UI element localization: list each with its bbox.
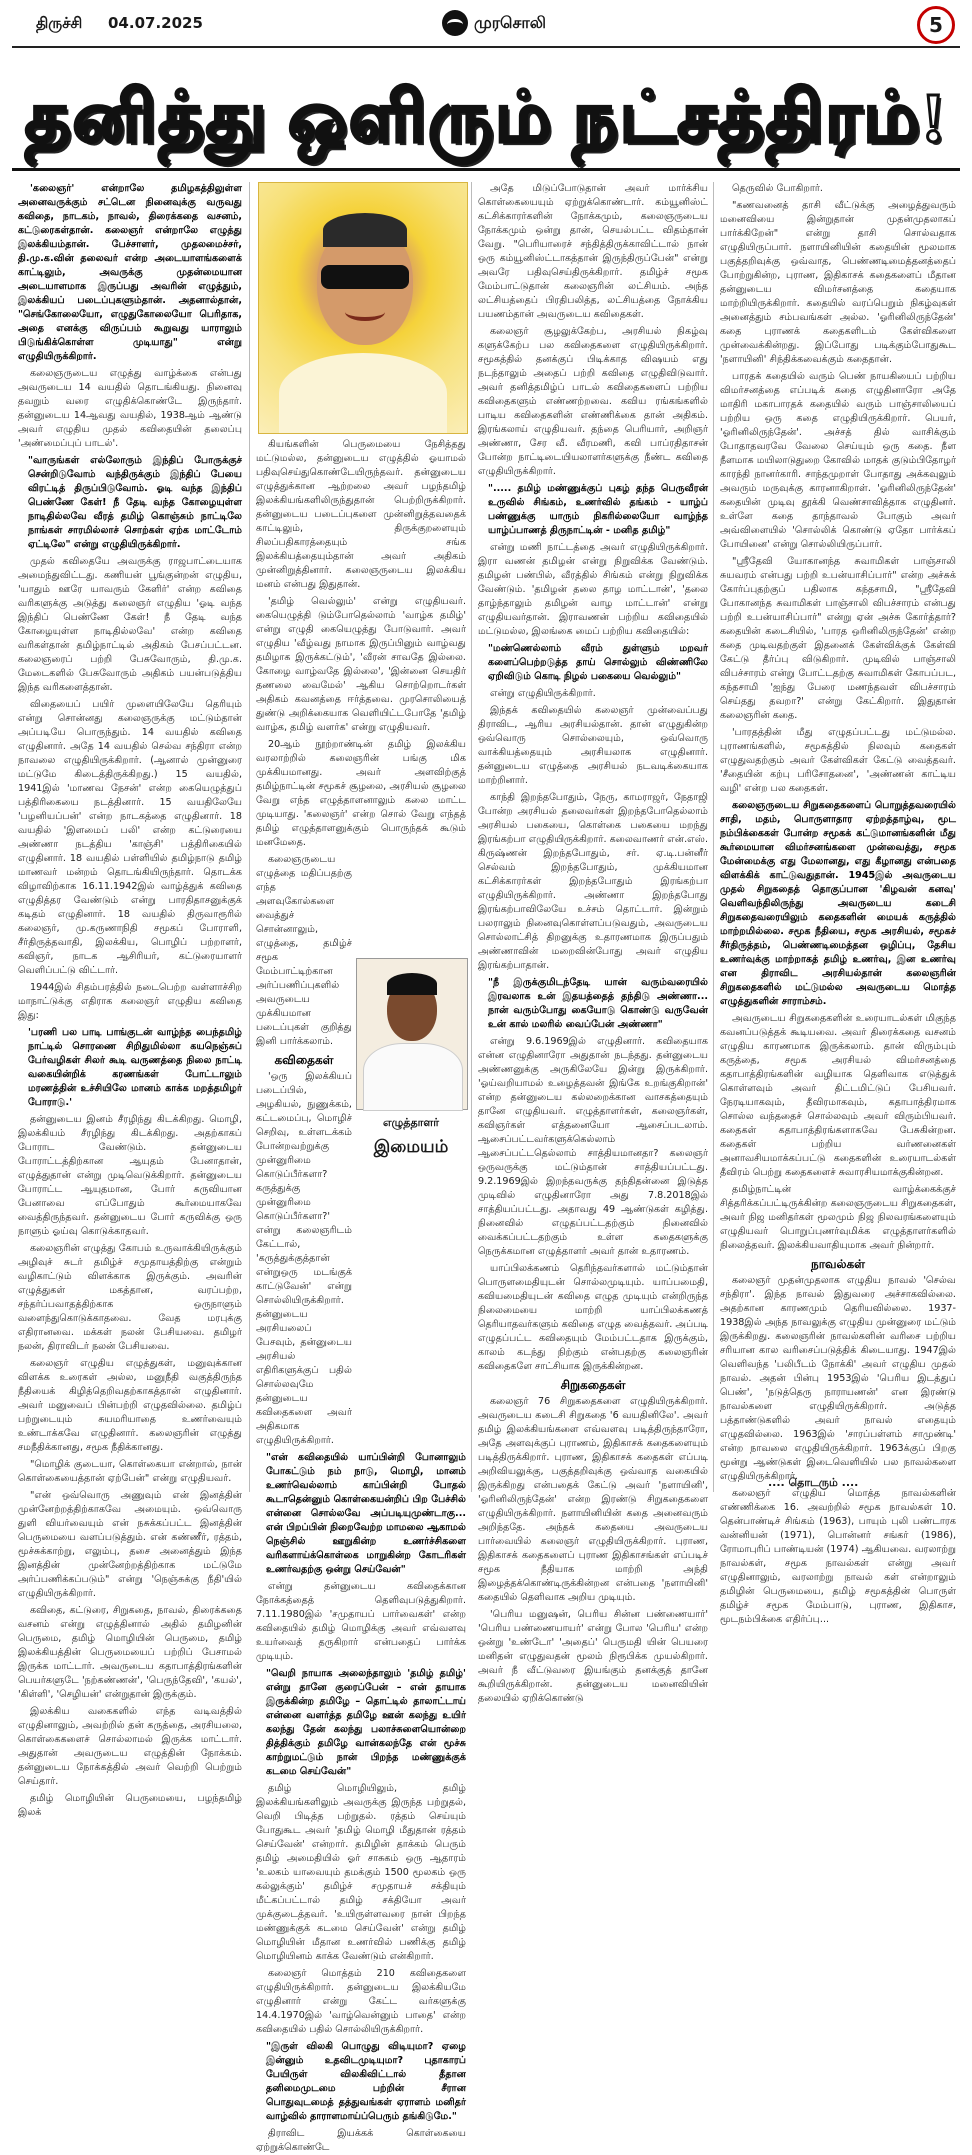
- paragraph: 'கலைஞர்' என்றாலே தமிழகத்திலுள்ள அனைவருக்கும் சட்டென நினைவுக்கு வருவது கவிதை, நாடகம், நாவல், திரைக்கதை வசனம், கட்டுரைகள்தான். கலைஞர் என்றாலே எழுத்து இலக்கியம்தான். பேச்சாளர், முதலமைச்சர், தி.மு.க.வின் தலைவர் என்ற அடையாளங்களைக் காட்டிலும், அவருக்கு முதன்மையான அடையாளமாக இருப்பது அவரின் எழுத்தும், இலக்கியப் படைப்புகளும்தான். அதனால்தான், "செங்கோலையோ, எழுதுகோலையோ பெரிதாக, அதை எனக்கு விருப்பம் கூறுவது யாராலும் பிடுங்கிக்கொள்ள முடியாது" என்று எழுதியிருக்கிறார்.: [18, 183, 242, 362]
- article-column-1: [18, 182, 242, 1818]
- paragraph: அதே மிடுப்போடுதான் அவர் மார்க்சிய கொள்கையையும் ஏற்றுக்கொண்டார். கம்யூனிஸ்ட் கட்சிக்காரர்களின் நோக்கமும், கலைஞருடைய நோக்கமும் ஒன்று தான், செயல்பட்ட விதம்தான் வேறு. "பெரியாரைச் சந்தித்திருக்காவிட்டால் நான் ஒரு கம்யூனிஸ்ட்டாகத்தான் இருந்திருப்பேன்" என்று அவரே பதிவுசெய்திருக்கிறார். தமிழ்ச் சமூக மேம்பாட்டுதான் கலைஞரின் லட்சியம். அந்த லட்சியத்தைப் பிரதிபலித்த, லட்சியத்தை நோக்கிய பயணம்தான் அவருடைய கவிதைகள்.: [478, 183, 708, 320]
- paragraph: "மொழிக் குடையா, கொள்கையா என்றால், நான் கொள்கையைத்தான் ஏற்பேன்" என்று எழுதியவர்.: [18, 1459, 242, 1484]
- paragraph: கலைஞர் முதன்முதலாக எழுதிய நாவல் 'செல்வ சந்திரா'. இந்த நாவல் இதுவரை அச்சாகவில்லை. அதற்கான காரணமும் தெரியவில்லை. 1937-1938இல் அந்த நாவலுக்கு எழுதிய முன்னுரை மட்டும் இருக்கிறது. கலைஞரின் நாவல்களின் வரிசை பற்றிய சரியான கால வரிசைப்படுத்திக் கிடையாது. 1947இல் வெளிவந்த 'பலிபீடம் நோக்கி' அவர் எழுதிய முதல் நாவல். அதன் பின்பு 1953இல் 'பெரிய இடத்துப் பெண்', 'நடுத்தெரு நாராயணன்' என இரண்டு நாவல்களை எழுதியிருக்கிறார். அடுத்த பத்தாண்டுகளில் அவர் நாவல் எதையும் எழுதவில்லை. 1963இல் 'சாரப்பள்ளம் சாமுண்டி' என்ற நாவலை எழுதியிருக்கிறார். 1963க்குப் பிறகு மூன்று ஆண்டுகள் இடைவெளியில் பல நாவல்களை எழுதியிருக்கிறார்.: [720, 1275, 956, 1482]
- paragraph: கலைஞருடைய சிறுகதைகளைப் பொறுத்தவரையில் சாதி, மதம், பொருளாதார ஏற்றத்தாழ்வு, மூட நம்பிக்கைகள் போன்ற சமூகக் கட்டுமானங்களின் மீது கூர்மையான விமர்சனங்களை முன்வைத்து, சமூக மேன்மைக்கு எது மேலானது, எது கீழானது என்பதை விளக்கிக் காட்டுவதுதான். 1945இல் அவருடைய முதல் சிறுகதைத் தொகுப்பான 'கிழவன் கனவு' வெளிவந்திலிருந்து அவருடைய கடைசி சிறுகதைவரையிலும் கதைகளின் மையக் கருத்தில் மாற்றமில்லை. சமூக நீதியை, சமூக அரசியல், சமூகச் சீர்திருத்தம், பெண்ணடிமைத்தன ஒழிப்பு, தேசிய உணர்வுக்கு மாற்றாகத் தமிழ் உணர்வு, இன உணர்வு என திராவிட அரசியல்தான் கலைஞரின் சிறுகதைகளில் மட்டுமல்ல அவருடைய மொத்த எழுத்துகளின் சாராம்சம்.: [720, 800, 956, 1007]
- paragraph: யாப்பிலக்கணம் தெரிந்தவர்களால் மட்டும்தான் பொருளமைதியுடன் சொல்லமுடியும். யாப்பமைதி, கவியமைதியுடன் கவிதை எழுத முடியும் என்றிருந்த நிலைமையை மாற்றி யாப்பிலக்கணத் தெரியாதவர்களும் கவிதை எழுத வைத்தவர். அப்படி எழுதப்பட்ட கவிதையும் மேம்பட்டதாக இருக்கும், காலம் கடந்து நிற்கும் என்பதற்கு கலைஞரின் கவிதைகளே சாட்சியாக இருக்கின்றன.: [478, 1263, 708, 1372]
- paragraph: தமிழ்நாட்டின் வாழ்க்கைக்குச் சித்தரிக்கப்பட்டிருக்கின்ற கலைஞருடைய சிறுகதைகள், அவர் நிஜ மனிதர்கள் மூலமும் நிஜ நிலவரங்களையும் எழுதியவர் பொறுப்புணர்வுமிக்க எழுத்தாளர்களில் நிலைத்தவர். இலக்கியவாதியுமாக அவர் நின்றார்.: [720, 1184, 956, 1251]
- section-heading-short-stories: சிறுகதைகள்: [560, 1378, 626, 1392]
- city: திருச்சி: [36, 14, 83, 32]
- paragraph: அவருடைய சிறுகதைகளின் உரையாடல்கள் மிகுந்த கவனப்படுத்தக் கூடியவை. அவர் திரைக்கதை வசனம் எழுதிய காரணமாக இருக்கலாம். தான் விரும்பும் கருத்தை, சமூக அரசியல் விமர்சனத்தை கதாபாத்திரங்களின் வழியாக தெளிவாக எடுத்துக் கொள்ளவும் அவர் திட்டமிட்டுப் பேசியவர். நேரடியாகவும், தீவிரமாகவும், கதாபாத்திரமாக சொல்ல வந்ததைச் சொல்லவும் அவர் விரும்பியவர். கதைகள் கதாபாத்திரங்களாகவே பேசுகின்றன. கதைகள் பற்றிய வர்ணனைகள் அனாவசியமாக்கப்பட்டு கதைகளின் உரையாடல்கள் தீவிரம் பெற்று கதைகளைச் சுவாரசியமாக்குகின்றன.: [720, 1013, 956, 1178]
- verse: "..... தமிழ் மண்ணுக்குப் புகழ் தந்த பெருவீரன் உருவில் சிங்கம், உணர்வில் தங்கம் - யாழ்ப் பண்ணுக்கு யாரும் நிகரில்லையோ வாழ்ந்த யாழ்ப்பாணத் திருநாட்டின் - மனித தமிழ்": [488, 483, 708, 536]
- article-column-4: [720, 182, 956, 1625]
- paragraph: என்று தன்னுடைய கவிதைக்கான நோக்கத்தைத் தெளிவுபடுத்துகிறார். 7.11.1980இல் 'சமுதாயப் பார்வைகள்' என்ற கவிதையில் தமிழ் மொழிக்கு அவர் எவ்வளவு உயர்வைத் தருகிறார் என்பதைப் பார்க்க முடியும்.: [256, 1581, 466, 1662]
- paragraph: கலைஞருடைய எழுத்து வாழ்க்கை என்பது அவருடைய 14 வயதில் தொடங்கியது. நினைவு தவறும் வரை எழுதிக்கொண்டே இருந்தார். தன்னுடைய 14ஆவது வயதில், 1938ஆம் ஆண்டு அவர் எழுதிய முதல் கவிதையின் தலைப்பு 'அண்மைப்புப் பாடல்'.: [18, 368, 242, 449]
- paragraph: தெருவில் போகிறார்.: [732, 183, 823, 194]
- paragraph: இந்தக் கவிதையில் கலைஞர் முன்வைப்பது திராவிட, ஆரிய அரசியல்தான். தான் எழுதுகின்ற ஒவ்வொரு சொல்லையும், ஒவ்வொரு வாக்கியத்தையும் அரசியலாக எழுதினார். தன்னுடைய எழுத்தை அரசியல் நடவடிக்கையாக மாற்றினார்.: [478, 705, 708, 786]
- paragraph: முதல் கவிதையே அவருக்கு ராஜபாட்டையாக அமைந்துவிட்டது. கணியன் பூங்குன்றன் எழுதிய, 'யாதும் ஊரே யாவரும் கேளிர்' என்ற கவிதை வரிகளுக்கு அடுத்து கலைஞர் எழுதிய 'ஓடி வந்த இந்திப் பெண்ணே கேள்! நீ தேடி வந்த கோழையுள்ள நாடிதில்லவே' என்ற கவிதை வரிகள்தான் தமிழ்நாட்டில் அதிகம் பேசப்பட்டன. கலைஞரைப் பற்றி பேசுவோரும், தி.மு.க. மேடைகளில் பேசுவோரும் அதிகம் பயன்படுத்திய இந்த வரிகளைத்தான்.: [18, 556, 242, 693]
- author-hair: [387, 973, 437, 995]
- issue-date: 04.07.2025: [108, 14, 203, 32]
- article-column-3: [478, 182, 708, 1704]
- author-caption: [356, 1108, 466, 1172]
- paragraph: கலைஞர் மொத்தம் 210 கவிதைகளை எழுதியிருக்கிறார். தன்னுடைய இலக்கியமே எழுதினார் என்று கேட்ட வர்களுக்கு 14.4.1970இல் 'வாழ்வென்னும் பாதை' என்ற கவிதையில் பதில் சொல்லியிருக்கிறார்.: [256, 1968, 466, 2035]
- paragraph: "என் ஒவ்வொரு அணுவும் என் இனத்தின் முன்னேற்றத்திற்காகவே அமையும். ஒவ்வொரு துளி வியர்வையும் என் நசுக்கப்பட்ட இனத்தின் பெருமையை வளப்படுத்தும். என் கண்ணீர், ரத்தம், மூச்சுக்காற்று, எலும்பு, தசை அனைத்தும் இந்த இனத்தின் முன்னேற்றத்திற்காக மட்டுமே அர்ப்பணிக்கப்படும்" என்று 'நெஞ்சுக்கு நீதி'யில் எழுதியிருக்கிறார்.: [18, 1490, 242, 1599]
- paragraph: "கணவனைத் தாசி வீட்டுக்கு அழைத்துவரும் மனைவியை இன்றுதான் முதன்முதலாகப் பார்க்கிறேன்" என்று தாசி சொல்வதாக எழுதியிருப்பார். நளாயினியின் கதையின் மூலமாக பகுத்தறிவுக்கு ஒவ்வாத, பெண்ணடிமைத்தனத்தைப் போற்றுகின்ற, புராண, இதிகாசக் கதைகளைப் மீதான தன்னுடைய விமர்சனத்தை கதையாக மாற்றியிருக்கிறார். கதையில் வரப்பெறும் நிகழ்வுகள் அனைத்தும் சம்பவங்கள் அல்ல. 'ஓரினிலிருந்தேன்' கதை புராணக் கதைகளிடம் கேள்விகளை முன்வைக்கின்றது. இப்போது படிக்கும்போதுகூட 'நளாயினி' சிந்திக்கவைக்கும் கதைதான்.: [720, 200, 956, 365]
- paragraph: "ஸ்ரீதேவி யோகானந்த சுவாமிகள் பாஞ்சாலி சுயவரம் என்பது பற்றி உபன்யாசிப்பார்" என்ற அச்சுக் கோர்ப்புதற்குப் பதிலாக கந்தசாமி, "ஸ்ரீதேவி போகானந்த சுவாமிகள் பாஞ்சாலி விபச்சாரம் என்பது பற்றி உபன்யாசிப்பார்" என்று ஏன் அச்சு கோர்த்தார்? கதையின் கடைசியில், 'பாரத ஒரினிலிருந்தேன்' என்ற கதை முடிவதற்குள் இதனைக் கேள்விக்குக் கேள்வி கேட்டு தீர்ப்பு விடுகிறார். முடிவில் பாஞ்சாலி விபச்சாரம் என்று போட்டதற்கு சுவாமிகள் கோபப்பட, கந்தசாமி 'ஐந்து பேரை மணந்தவள் விபச்சாரம் செய்தது தவறா?' என்று கேட்கிறார். இதுதான் கலைஞரின் கதை.: [720, 556, 956, 721]
- column-divider: [249, 182, 250, 1492]
- paragraph: தன்னுடைய இனம் சீரழிந்து கிடக்கிறது. மொழி, இலக்கியம் சீரழிந்து கிடக்கிறது. அதற்காகப் போராட வேண்டும். தன்னுடைய போராட்டத்திற்கான ஆயுதம் பேனாதான், எழுத்துதான் என்று முடிவெடுக்கிறார். தன்னுடைய போராட்ட ஆயுதமான, போர் கருவியான பேனாவை எப்போதும் கூர்மையாகவே வைத்திருந்தவர். தன்னுடைய போர் கருவிக்கு ஒரு நாளும் ஓய்வு கொடுக்காதவர்.: [18, 1114, 242, 1237]
- verse: "என் கவிதையில் யாப்பின்றி போனாலும் போகட்டும் நம் நாடு, மொழி, மானம் உணர்வெல்லாம் காப்பின்றி போதல் கூடாதென்னும் கொள்கையன்றிப் பிற பேச்சில் என்னை சொல்லவே அப்படியுமுண்டாகு... என் பிறப்பின் நிறைவேற்ற மாமலை ஆகாமல் நெஞ்சில் ஊறுகின்ற உணர்ச்சிகளை வரிகளாய்க்கொள்கை மாறுகின்ற கோடரிகள் உணர்வதற்கு ஒன்று செய்வேன்": [266, 1452, 466, 1575]
- author-shirt: [363, 1043, 463, 1111]
- verse: 'பரணி பல பாடி பாங்குடன் வாழ்ந்த பைந்தமிழ் நாட்டில் சொரணை சிறிதுமில்லா கயநெஞ்சுப் பேர்வழிகள் சிலர் கூடி வருணத்தை நிலை நாட்டி வகையின்றிக் கரணங்கள் போட்டாலும் மரணத்தின் உச்சியிலே மானம் காக்க மறத்தமிழர் போராடு.': [28, 1027, 242, 1108]
- verse: "இருள் விலகி பொழுது விடியுமா? ஏழை இன்னும் உதவிடமுடியுமா? புதாகாரப் பேயிருள் விலகிவிட்டால் தீதான தனிமைமுடமை பற்றின் சீரான பொதுவுடமைத் தத்துவங்கள் ஏராளம் மனிதர் வாழ்வில் தாராளமாய்ப்பெரும் தங்கிடுமே.": [266, 2041, 466, 2122]
- portrait-hair: [323, 213, 407, 247]
- paragraph: கலைஞர் சூழலுக்கேற்ப, அரசியல் நிகழ்வு களுக்கேற்ப பல கவிதைகளை எழுதியிருக்கிறார். சமூகத்தில் தனக்குப் பிடிக்காத விஷயம் எது நடந்தாலும் அதைப் பற்றி கவிதை எழுதிவிடுவார். அவர் தனித்தமிழ்ப் பாடல் கவிதைகளைப் பற்றிய கவிதைகளும் எண்ணற்றவை. கவிய ரங்கங்களில் பாடிய கவிதைகளின் எண்ணிக்கை தான் அதிகம். இரங்கலாய் எழுதியவர். தந்தை பெரியார், அறிஞர் அண்ணா, சேர வீ. வீரமணி, கவி பாப்ரதிதாசன் போன்ற நாட்டிடையியலாளர்களுக்கு நீண்ட கவிதை எழுதியிருக்கிறார்.: [478, 326, 708, 477]
- rising-sun-logo-icon: [442, 10, 468, 36]
- paragraph: 'பெரிய மனுஷன், பெரிய சின்ன பண்ணையார்' 'பெரிய பண்ணையாயர்' என்று போல 'பெரிய' என்ற ஒன்று 'உண்டோ' 'அதைப்' பெருமதி யின் பெயரை மனிதன் எழுதுவதன் மூலம் நிரூபிக்க முயல்கிறார். அவர் நீ வீட்டுவரை இயங்கும் தனக்குத் தானே கூறியிருக்கிறான். தன்னுடைய மனைவியின் தலையில் ஏறிக்கொண்டு: [478, 1609, 708, 1704]
- author-photo: [356, 958, 468, 1110]
- verse: "வெறி நாயாக அலைந்தாலும் 'தமிழ் தமிழ்' என்று தானே குரைப்பேன் – என் தாயாக இருக்கின்ற தமிழே – தொட்டில் தாலாட்டாய் என்னை வளர்த்த தமிழே ஊன் கலந்து உயிர் கலந்து தேன் கலந்து பலாச்சுளையொன்றை தித்திக்கும் தமிழே வான்கலந்தே என் மூச்சு காற்றுமட்டும் நான் பிறந்த மண்ணுக்குக் கடமை செய்வேன்": [266, 1668, 466, 1777]
- portrait-shirt: [279, 353, 447, 433]
- kalaignar-portrait-photo: [258, 182, 468, 434]
- newspaper-name: முரசொலி: [474, 13, 546, 32]
- verse: "மண்ணெல்லாம் வீரம் துள்ளும் மறவர் களைப்பெற்றடுத்த தாய் சொல்லும் விண்ணிலே ஏறிவிடும் கொடி நிழல் பகையை வெல்லும்": [488, 643, 708, 682]
- paragraph: விதையைப் பயிர் முளையிலேயே தெரியும் என்று சொன்னது கலைஞருக்கு மட்டும்தான் அப்படியே பொருந்தும். 14 வயதில் கவிதை எழுதினார். அதே 14 வயதில் செல்வ சந்திரா என்ற நாவலை எழுதியிருக்கிறார். (ஆனால் முன்னுரை மட்டுமே கிடைத்திருக்கிறது.) 15 வயதில், 1941இல் 'மாணவ நேசன்' என்ற கையெழுத்துப் பத்திரிகையை நடத்தினார். 15 வயதிலேயே 'பழனியப்பன்' என்ற நாடகத்தை எழுதினார். 18 வயதில் 'இளமைப் பலி' என்ற கட்டுரையை அண்ணா நடத்திய 'காஞ்சி' பத்திரிகையில் எழுதினார். 18 வயதில் பள்ளியில் தமிழ்நாடு தமிழ் மாணவர் மன்றம் தொடங்கியிருந்தார். தொடக்க விழாவிற்காக 16.11.1942இல் வாழ்த்துக் கவிதை எழுதித்தர வேண்டும் என்று பாரதிதாசனுக்குக் கடிதம் எழுதினார். 18 வயதில் திருவாரூரில் கலைஞர், மு.கருணாநிதி சமூகப் போராளி, சீர்திருத்தவாதி, இலக்கிய, பொழிப் பற்றாளர், கவிஞர், நாடக ஆசிரியர், கட்டுரையாளர் வெளிப்பட்டு விட்டார்.: [18, 699, 242, 976]
- paragraph: 'ஒரு இலக்கியப் படைப்பில், அழகியல், நுணுக்கம், கட்டமைப்பு, மொழிச் செறிவு, உள்ளடக்கம் போன்றவற்றுக்கு முன்னுரிமை கொடுப்பீர்களா? கருத்துக்கு முன்னுரிமை கொடுப்பீர்களா?' என்று கலைஞரிடம் கேட்டால், 'கருத்துக்குத்தான் என்றுஒரு மடங்குக் காட்டுவேன்' என்று சொல்லியிருக்கிறார். தன்னுடைய அரசியலைப் பேசவும், தன்னுடைய அரசியல் எதிரிகளுக்குப் பதில் சொல்லவுமே தன்னுடைய கவிதைகளை அவர் அதிகமாக எழுதியிருக்கிறார்.: [256, 1071, 352, 1446]
- paragraph: என்று 9.6.1969இல் எழுதினார். கவிதையாக என்ன எழுதினாரோ அதுதான் நடந்தது. தன்னுடைய அண்ணனுக்கு அருகிலேயே இன்று இருக்கிறார். 'ஓய்வறியாமல் உழைத்தவன் இங்கே உறங்குகிறான்' என்ற தன்னுடைய கல்லறைக்கான வாசகத்தையும் தானே எழுதியவர். எழுத்தாளர்கள், கலைஞர்கள், கவிஞர்கள் எத்தனையோ ஆசைப்படலாம். ஆசைப்பட்டவர்களுக்கெல்லாம் ஆசைப்பட்டதெல்லாம் சாத்தியமானதா? கலைஞர் ஒருவருக்கு மட்டும்தான் சாத்தியப்பட்டது. 9.2.1969இல் இறந்தவருக்கு தந்திதன்னை இடுத்த முடிவில் எழுதினாரோ அது 7.8.2018இல் சாத்தியப்பட்டது. அதாவது 49 ஆண்டுகள் கழித்து. நினைவில் எழுதப்பட்டதற்கும் நினைவில் வைக்கப்பட்டதற்கும் உள்ள கதைகளுக்கு நெருக்கமான எழுத்தாளர் அவர் தான் உதாரணம்.: [478, 1036, 708, 1257]
- paragraph: என்று எழுதியிருக்கிறார்.: [490, 688, 596, 699]
- continued-marker: .... தொடரும் ....: [768, 1476, 859, 1489]
- paragraph: பாரதக் கதையில் வரும் பெண் நாயகியைப் பற்றிய விமர்சனத்தை எப்படிக் கதை எழுதினாரோ அதே மாதிரி மகாபாரதக் கதையில் வரும் பாஞ்சாலியைப் பற்றிய ஒரு கதை எழுதியிருக்கிறார். பெயர், 'ஓரினிலிருந்தேன்'. அச்சத் தில் வாசிக்கும் போதாதவரவே வேலை செய்யும் ஒரு கதை. நீள நீளமாக மயிலாடுதுறை கோவில் மாதக் குடும்பிதோழர் காரந்தி நானர்காரி. சாந்தமுறாள் போதாது அக்கவுலும் அவரும் மருவுக்கு காரனாகிறாள். 'ஓரினிலிருந்தேன்' கதையின் முடிவு தூக்கி வெண்சாவித்தாக எழுதினர். உள்ளே கதை தாந்தாவல் போகும் அவர் அவ்விளையில் 'சொல்லிக் கொண்டு ஏதோ பார்க்கப் போயினை' என்று சொல்லியிருப்பார்.: [720, 371, 956, 550]
- paragraph: 1944இல் சிதம்பரத்தில் நடைபெற்ற வள்ளாச்சிற மாநாட்டுக்கு எதிராக கலைஞர் எழுதிய கவிதை இது:: [18, 982, 242, 1021]
- masthead-divider: [12, 46, 960, 48]
- paragraph: கலைஞருடைய எழுத்தை மதிப்பதற்கு எந்த அளவுகோல்களை வைத்துச் சொன்னாலும், எழுத்தை, தமிழ்ச் சமூக மேம்பாட்டிற்கான அர்ப்பணிப்புகளில் அவருடைய முக்கியமான படைப்புகள் குறித்து இனி பார்க்கலாம்.: [256, 854, 352, 1047]
- paragraph: திராவிட இயக்கக் கொள்கையை ஏற்றுக்கொண்டே: [256, 2128, 466, 2153]
- paragraph: 'தமிழ் வெல்லும்' என்று எழுதியவர். கையெழுத்தி டும்போதெல்லாம் 'வாழ்க தமிழ்' என்று எழுதி கையெழுத்து போடுவார். அவர் எழுதிய 'வீழ்வது நாமாக இருப்பினும் வாழ்வது தமிழாக இருக்கட்டும்', 'வீரன் சாவதே இல்லை. கோழை வாழ்வதே இல்லை', 'இன்னை செயதிர் தணலை வைமேல்' ஆகிய சொற்றொடர்கள் அதிகம் கவனத்தை ஈர்த்தவை. முரசொலியைத் துண்டு அறிக்கையாக வெளியிட்டபோதே 'தமிழ் வாழ்க, தமிழ் வளர்க' என்று எழுதியவர்.: [256, 596, 466, 733]
- paragraph: கவிதை, கட்டுரை, சிறுகதை, நாவல், திரைக்கதை வசனம் என்று எழுத்தினால் அதில் தமிழனின் பெருமை, தமிழ் மொழியின் பெருமை, தமிழ் இலக்கியத்தின் பெருமையைப் பற்றிப் பேசாமல் இருக்க மாட்டார். அவருடைய கதாபாத்திரங்களின் பெயர்களுடே 'நற்கண்ணன்', 'பெருந்தேவி', 'கயல்', 'கிள்ளி', 'செழியன்' என்றுதான் இருக்கும்.: [18, 1605, 242, 1700]
- paragraph: கியங்களின் பெருமையை நேசித்தது மட்டுமல்ல, தன்னுடைய எழுத்தில் ஓயாமல் பதிவுசெய்துகொண்டேயிருந்தவர். தன்னுடைய எழுத்துக்கான ஆற்றலை அவர் பழந்தமிழ் இலக்கியங்களிலிருந்துதான் பெற்றிருக்கிறார். தன்னுடைய படைப்புகளை முன்னிறுத்தவதைக் காட்டிலும், திருக்குறளையும் சிலப்பதிகாரத்தையும் சங்க இலக்கியத்தையும்தான் அவர் அதிகம் முன்னிறுத்தினார். கலைஞருடைய இலக்கிய மனம் என்பது இதுதான்.: [256, 439, 466, 590]
- verse: "நீ இருக்குமிடந்தேடி யான் வரும்வரையில் இரவலாக உன் இதயத்தைத் தந்திடு அண்ணா... நான் வரும்போது கையோடு கொண்டு வருவேன் உன் கால் மலரில் வைப்பேன் அண்ணா": [488, 977, 708, 1030]
- paragraph: கலைஞரின் எழுத்து கோபம் உருவாக்கியிருக்கும் அழிவுச் சுடர் தமிழ்ச் சமுதாயத்திற்கு என்றும் வழிகாட்டும் விளக்காக இருக்கும். அவரின் எழுத்துகள் மகத்தான, வரப்பற்ற, சந்தர்ப்பவாதத்திற்காக ஒருநாளும் வளைந்துகொடுக்காதவை. வேத மரபுக்கு எதிரானவை. மக்கள் நலன் பேசியவை. தமிழர் நலன், திராவிடர் நலன் பேசியவை.: [18, 1243, 242, 1352]
- paragraph: 20ஆம் நூற்றாண்டின் தமிழ் இலக்கிய வரலாற்றில் கலைஞரின் பங்கு மிக முக்கியமானது. அவர் அளவிற்குத் தமிழ்நாட்டின் சமூகச் சூழலை, அரசியல் சூழலை வேறு எந்த எழுத்தாளனாலும் கலை மாட்ட முடியாது. 'கலைஞர்' என்ற சொல் வேறு எந்தத் தமிழ் எழுத்தாளனுக்கும் பொருந்தக் கூடும் மனமேதை.: [256, 739, 466, 848]
- paragraph: இலக்கிய வகைகளில் எந்த வடிவத்தில் எழுதினாலும், அவற்றில் தன் கருத்தை, அரசியலை, கொள்கைகளைச் சொல்லாமல் இருக்க மாட்டார். அதுதான் அவருடைய எழுத்தின் நோக்கம். தன்னுடைய நோக்கத்தில் அவர் வெற்றி பெற்றும் செய்தார்.: [18, 1706, 242, 1787]
- column-divider: [471, 182, 472, 1492]
- paragraph: காந்தி இறந்தபோதும், நேரு, காமராஜர், நேதாஜி போன்ற அரசியல் தலைவர்கள் இறந்தபோதெல்லாம் அரசியல் பகையை, கொள்கை பகையை மறந்து இரங்கற்பா எழுதியிருக்கிறார். கலைவாணர் என்.எஸ். கிருஷ்ணன் இறந்தபோதும், சர். ஏ.டி.பன்னீர் செல்வம் இறந்தபோதும், முக்கியமான கட்சிக்காரர்கள் இறந்தபோதும் இரங்கற்பா எழுதியிருக்கிறார். அண்ணா இறந்தபோது இரங்கற்பாவிலேயே உச்சம் தொட்டார். இன்றும் பலராலும் நினைவுகொள்ளப்படுவதும், அவருடைய சொல்லாட்சித் திறனுக்கு உதாரணமாக இருப்பதும் அண்ணாவின் மறைவின்போது அவர் எழுதிய இரங்கற்பாதான்.: [478, 792, 708, 971]
- verse: "வாருங்கள் எல்லோரும் இந்திப் போருக்குச் சென்றிடுவோம் வந்திருக்கும் இந்திப் பேயை விரட்டித் திருப்பிடுவோம். ஓடி வந்த இந்திப் பெண்ணே கேள்! நீ தேடி வந்த கோழையுள்ள நாடிதில்லவே வீரத் தமிழ் கொஞ்சும் நாட்டிலே நாங்கள் சாரமில்லாச் சொற்கள் ஏற்க மாட்டோம் ஏட்டிலே" என்று எழுதியிருக்கிறார்.: [28, 455, 242, 550]
- sunglasses-icon: [321, 265, 409, 289]
- article-headline: தனித்து ஒளிரும் நட்சத்திரம்!: [24, 80, 947, 157]
- portrait-smile: [345, 303, 385, 321]
- paragraph: என்று மணி நாட்டத்தை அவர் எழுதியிருக்கிறார். இரா வணன் தமிழன் என்று நிறுவிக்க வேண்டும். தமிழன் பண்பில், வீரத்தில் சிங்கம் என்று நிறுவிக்க வேண்டும். 'தமிழன் தலை தாழ மாட்டான்', 'தலை தாழ்ந்தாலும் தமிழன் வாழ மாட்டான்' என்று எழுதியவர்தான். இராவணன் பற்றிய கவிதையில் மட்டுமல்ல, இலங்கை மைப் பற்றிய கவிதையில்:: [478, 542, 708, 637]
- author-name: இமையம்: [373, 1137, 449, 1157]
- paragraph: தமிழ் மொழியின் பெருமையை, பழந்தமிழ் இலக்: [18, 1793, 242, 1818]
- paragraph: கலைஞர் 76 சிறுகதைகளை எழுதியிருக்கிறார். அவருடைய கடைசி சிறுகதை '6 வயதினிலே'. அவர் தமிழ் இலக்கியங்களை எவ்வளவு படித்திருந்தாரோ, அதே அளவுக்குப் புராணம், இதிகாசக் கதைகளையும் படித்திருக்கிறார். புராண, இதிகாசக் கதைகள் எப்படி அறிவியலுக்கு, பகுத்தறிவுக்கு ஒவ்வாத வகையில் இருக்கிறது என்பதைக் கேட்டு அவர் 'நளாயினி', 'ஓரினிலிருந்தேன்' என்ற இரண்டு சிறுகதைகளை எழுதியிருக்கிறார். நளாயினியின் கதை அனைவரும் அறிந்ததே. அந்தக் கதையை அவருடைய பார்வையில் கலைஞர் எழுதியிருக்கிறார். புராண, இதிகாசக் கதைகளைப் புராண இதிகாசங்கள் எப்படிச் சமூக நீதியாக மாற்றி அந்தி இழைத்தக்கொண்டிருக்கின்றன என்பதை 'நளாயினி' கதையில் தெளிவாக அறிய முடியும்.: [478, 1396, 708, 1603]
- section-heading-novels: நாவல்கள்: [811, 1257, 865, 1271]
- masthead: [0, 0, 972, 62]
- headline-divider: [12, 168, 960, 171]
- author-label: எழுத்தாளர்: [382, 1116, 440, 1129]
- column-divider: [713, 182, 714, 1492]
- section-heading-poems: கவிதைகள்: [274, 1053, 334, 1067]
- paragraph: கலைஞர் எழுதிய மொத்த நாவல்களின் எண்ணிக்கை 16. அவற்றில் சமூக நாவல்கள் 10. தென்பாண்டிச் சிங்கம் (1963), பாயும் புலி பண்டாரக வன்னியன் (1971), பொன்னர் சங்கர் (1986), ரோமாபுரிப் பாண்டியன் (1974) ஆகியவை. வரலாற்று நாவல்கள், சமூக நாவல்கள் என்று அவர் எழுதினாலும், வரலாற்று நாவல் கள் என்றாலும் தமிழின் பெருமையை, தமிழ் சமூகத்தின் பொருள் தமிழ்ச் சமூக மேம்பாடு, புராண, இதிகாச, மூடநம்பிக்கை எதிர்ப்பு...: [720, 1488, 956, 1625]
- paragraph: தமிழ் மொழியிலும், தமிழ் இலக்கியங்களிலும் அவருக்கு இருந்த பற்றுதல், வெறி பிடித்த பற்றுதல். ரத்தம் செய்யும் போதுகூட அவர் 'தமிழ் மொழி மீதுதான் ரத்தம் செய்வேன்' என்றார். தமிழின் தாக்கம் பெரும் தமிழ் அமைதியில் ஓர் சாசுகம் ஒரு ஆதாரம் 'உலகம் யாவையும் தமக்கும் 1500 மூலகம் ஒரு கல்லுக்கும்' தமிழ்ச் சமுதாயச் சக்தியும் மீட்கப்பட்டால் தமிழ் சக்தியோ அவர் முக்குடைத்தவர். 'உயிருள்ளவரை நான் பிறந்த மண்ணுக்குக் கடமை செய்வேன்' என்று தமிழ் மொழியின் மீதான உணர்வில் பணிக்கு தமிழ் மொழியினம் காக்க வேண்டும் என்கிறார்.: [256, 1783, 466, 1962]
- column-2-narrow-block: [256, 853, 352, 1448]
- paragraph: கலைஞர் எழுதிய எழுத்துகள், மனுவுக்கான விளக்க உரைகள் அல்ல, மனுநீதி வகுத்திருந்த நீதியைக் கிழித்தெறிவதற்காகத்தான் எழுதினார். அவர் மனுவைப் பின்பற்றி எழுதவில்லை. தமிழ்ப் பற்றுடையும் சுயமரியாதை உணர்வையும் உண்டாக்கவே எழுதினார். கலைஞரின் எழுத்து சமநீதிக்கானது, சமூக நீதிக்கானது.: [18, 1358, 242, 1453]
- paragraph: 'பாரதத்தின் மீது எழுதப்பட்டது மட்டுமல்ல. புராணங்களில், சமூகத்தில் நிலவும் கதைகள் எழுதுவதற்கும் அவர் கேள்விகள் கேட்டு வைத்தவர். 'சீதையின் கற்பு பரிசோதனை', 'அண்ணன் காட்டிய வழி' என்ற பல கதைகள்.: [720, 727, 956, 794]
- page-number: 5: [917, 6, 955, 44]
